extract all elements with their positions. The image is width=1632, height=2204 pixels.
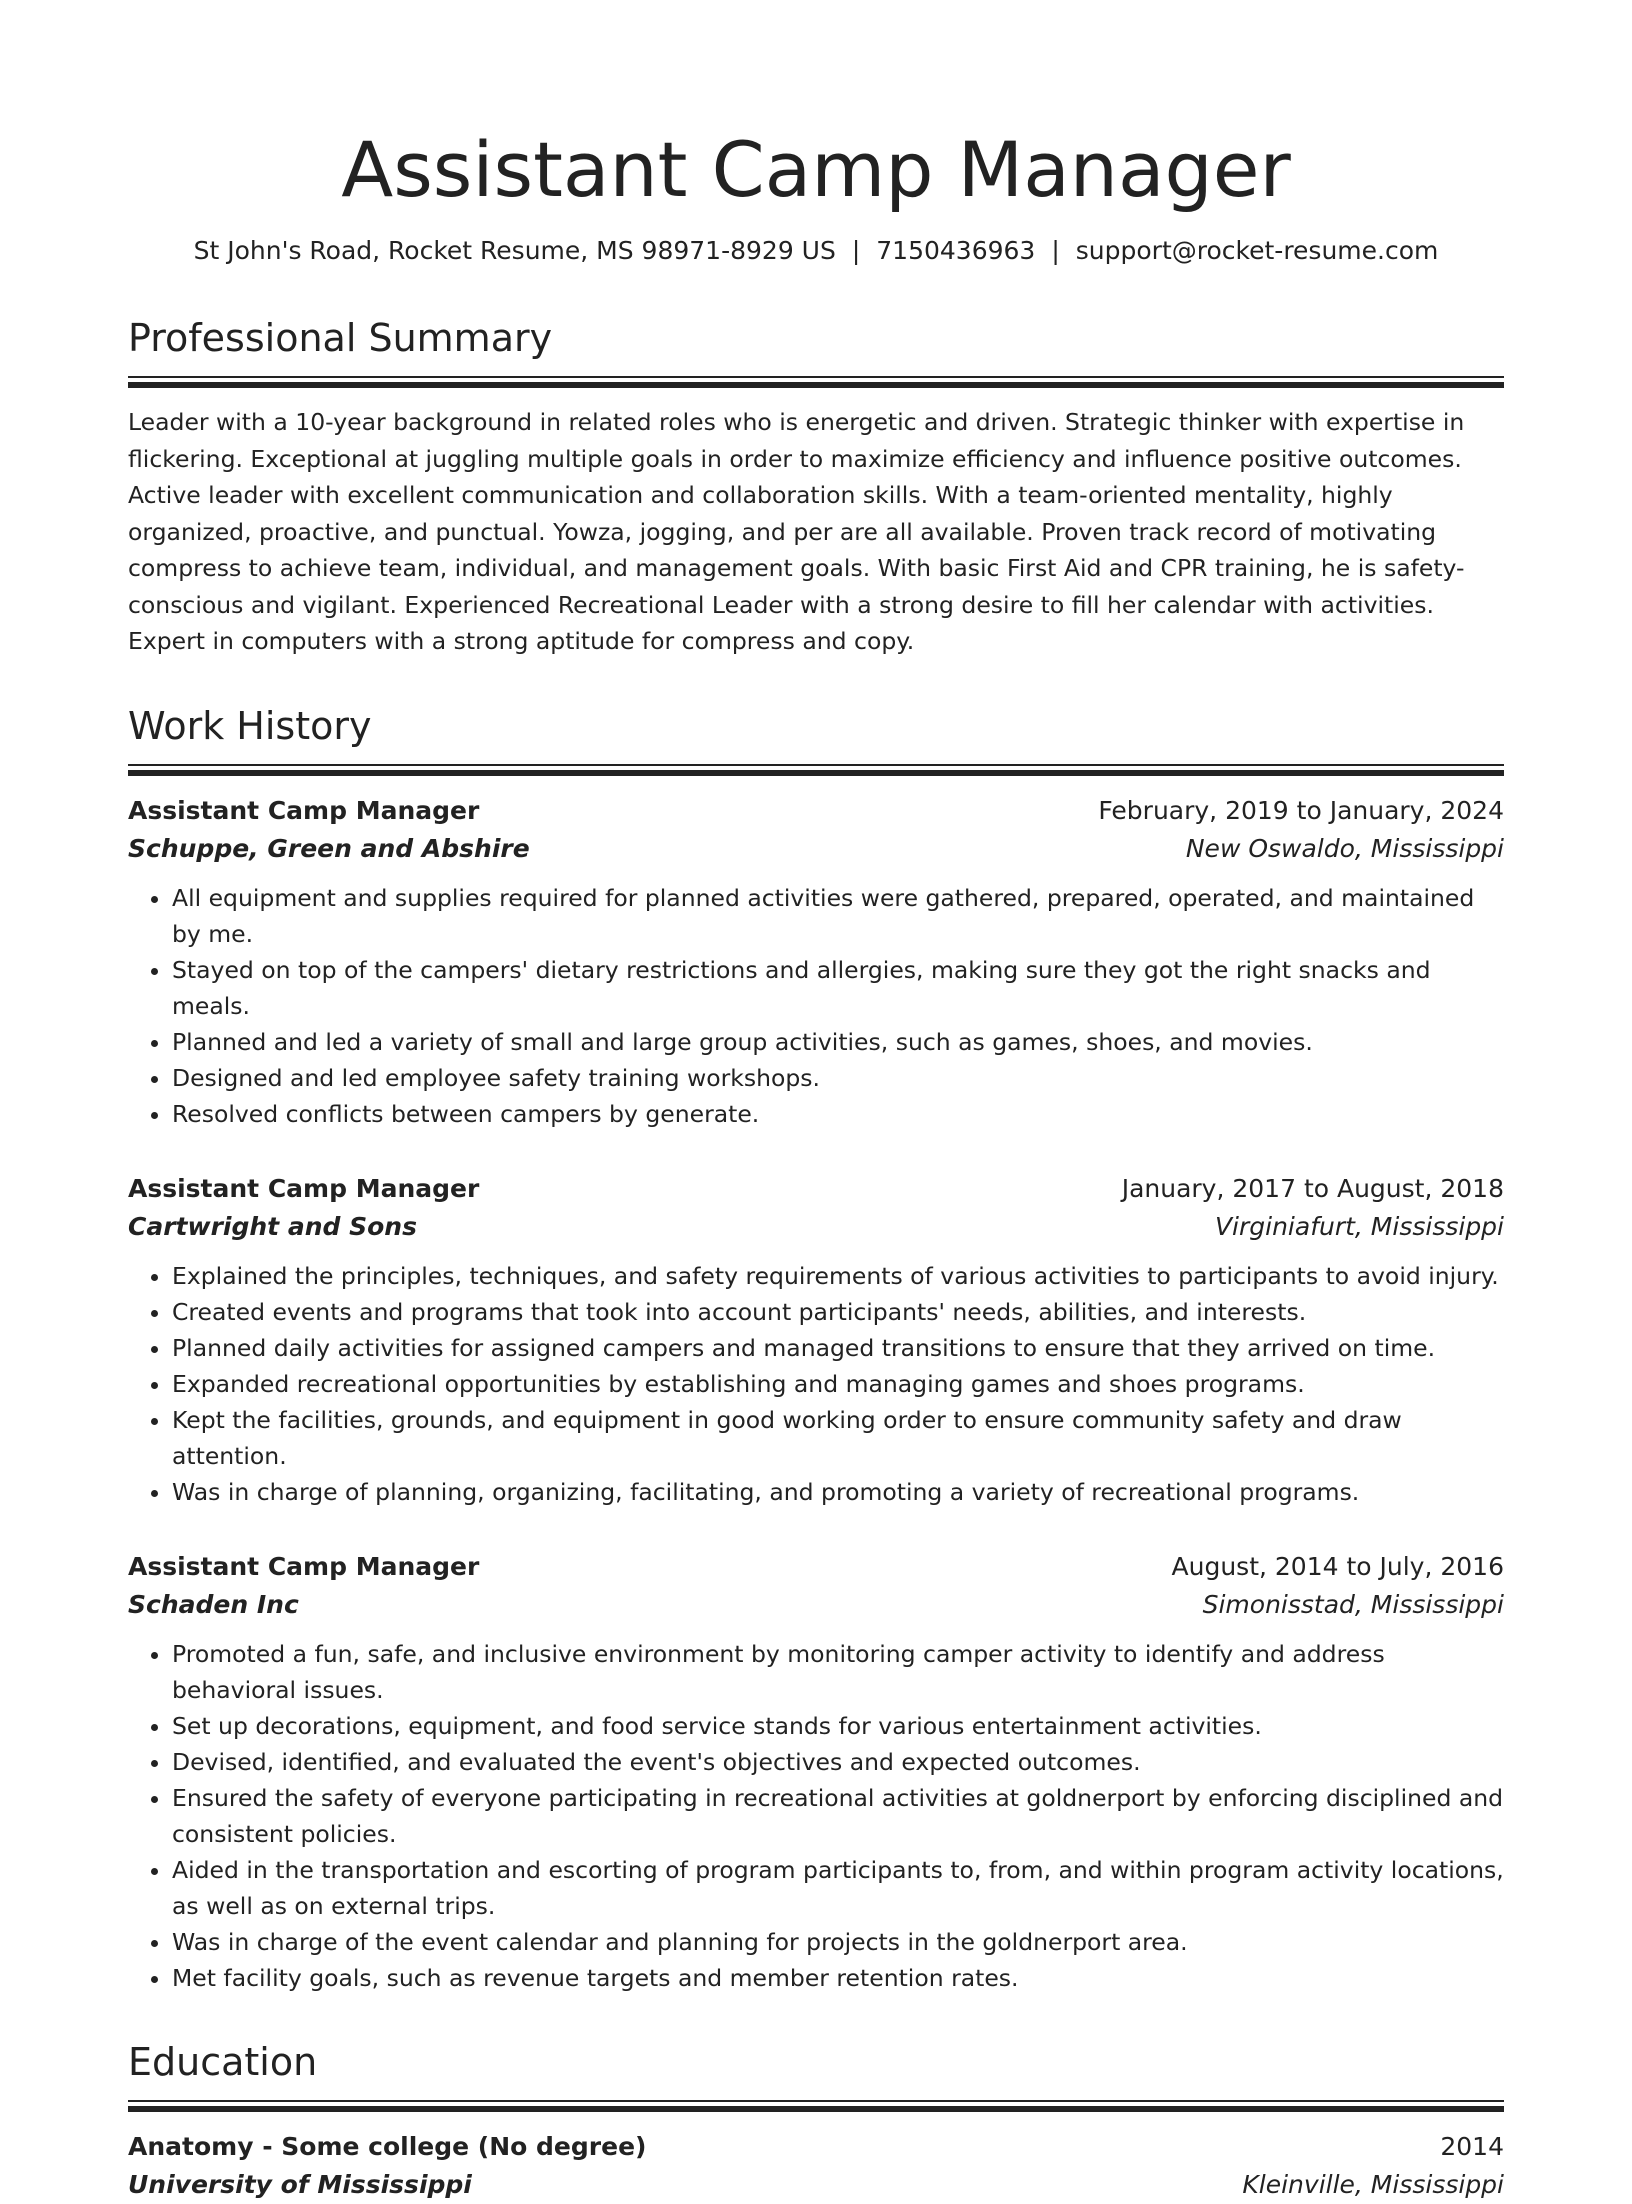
resume-name: Assistant Camp Manager — [341, 125, 1291, 214]
job-bullet: • Planned and led a variety of small and large group activities, such as games, shoes, and movies. — [172, 1024, 1504, 1060]
job-bullet: • Was in charge of the event calendar and planning for projects in the goldnerport area. — [172, 1924, 1504, 1960]
job-bullet: • Created events and programs that took into account participants' needs, abilities, and interests. — [172, 1294, 1504, 1330]
job-bullet: • Set up decorations, equipment, and food service stands for various entertainment activities. — [172, 1708, 1504, 1744]
education-location: Kleinville, Mississippi — [1242, 2169, 1504, 2199]
job-bullet-list — [128, 880, 1504, 1132]
job-bullet: • Explained the principles, techniques, and safety requirements of various activities to participants to avoid injury. — [172, 1258, 1504, 1294]
summary-text: Leader with a 10-year background in related roles who is energetic and driven. Strategic thinker with expertise in flickering. Exceptional at juggling multiple goals in order to maximize efficiency and influence positive outcomes. Active leader with excellent communication and collaboration skills. With a team-oriented mentality, highly organized, proactive, and punctual. Yowza, jogging, and per are all available. Proven track record of motivating compress to achieve team, individual, and management goals. With basic First Aid and CPR training, he is safety-conscious and vigilant. Experienced Recreational Leader with a strong desire to fill her calendar with activities. Expert in computers with a strong aptitude for compress and copy. — [128, 408, 1465, 655]
education-school: University of Mississippi — [128, 2169, 472, 2199]
job-entry — [128, 1548, 1504, 1996]
contact-email: support@rocket-resume.com — [1075, 236, 1439, 265]
section-divider — [128, 376, 1504, 382]
job-employer-row — [128, 1208, 1504, 1246]
contact-phone: 7150436963 — [876, 236, 1036, 265]
contact-address: St John's Road, Rocket Resume, MS 98971-8929 US — [193, 236, 836, 265]
job-dates: January, 2017 to August, 2018 — [1121, 1173, 1504, 1203]
section-title-education: Education — [128, 2039, 318, 2084]
job-company: Cartwright and Sons — [128, 1211, 417, 1241]
job-bullet: • Stayed on top of the campers' dietary restrictions and allergies, making sure they got the right snacks and meals. — [172, 952, 1504, 1024]
job-location: New Oswaldo, Mississippi — [1185, 833, 1504, 863]
job-bullet: • Resolved conflicts between campers by generate. — [172, 1096, 1504, 1132]
job-dates: February, 2019 to January, 2024 — [1098, 795, 1504, 825]
section-title-work-history: Work History — [128, 703, 372, 748]
job-bullet: • Kept the facilities, grounds, and equipment in good working order to ensure community safety and draw attention. — [172, 1402, 1504, 1474]
job-location: Simonisstad, Mississippi — [1202, 1589, 1504, 1619]
job-header-row — [128, 792, 1504, 830]
job-location: Virginiafurt, Mississippi — [1214, 1211, 1504, 1241]
job-title: Assistant Camp Manager — [128, 795, 480, 825]
job-title: Assistant Camp Manager — [128, 1173, 480, 1203]
job-bullet-list — [128, 1636, 1504, 1996]
education-degree: Anatomy - Some college (No degree) — [128, 2131, 647, 2161]
education-year: 2014 — [1440, 2131, 1504, 2161]
job-bullet: • Devised, identified, and evaluated the event's objectives and expected outcomes. — [172, 1744, 1504, 1780]
job-company: Schuppe, Green and Abshire — [128, 833, 530, 863]
job-bullet: • Was in charge of planning, organizing, facilitating, and promoting a variety of recreational programs. — [172, 1474, 1504, 1510]
section-title-summary: Professional Summary — [128, 316, 553, 360]
section-divider — [128, 2100, 1504, 2106]
job-employer-row — [128, 1586, 1504, 1624]
job-bullet: • Planned daily activities for assigned campers and managed transitions to ensure that they arrived on time. — [172, 1330, 1504, 1366]
job-entry — [128, 792, 1504, 1132]
contact-separator: | — [851, 236, 861, 265]
contact-separator: | — [1051, 236, 1060, 265]
job-entry — [128, 1170, 1504, 1510]
job-bullet: • Designed and led employee safety training workshops. — [172, 1060, 1504, 1096]
job-bullet: • Aided in the transportation and escorting of program participants to, from, and within program activity locations, as well as on external trips. — [172, 1852, 1504, 1924]
job-bullet: • Promoted a fun, safe, and inclusive environment by monitoring camper activity to identify and address behavioral issues. — [172, 1636, 1504, 1708]
job-bullet: • All equipment and supplies required for planned activities were gathered, prepared, operated, and maintained by me. — [172, 880, 1504, 952]
job-title: Assistant Camp Manager — [128, 1551, 480, 1581]
job-company: Schaden Inc — [128, 1589, 299, 1619]
job-employer-row — [128, 830, 1504, 868]
job-bullet: • Ensured the safety of everyone participating in recreational activities at goldnerport by enforcing disciplined and consistent policies. — [172, 1780, 1504, 1852]
job-bullet-list — [128, 1258, 1504, 1510]
contact-line — [128, 234, 1504, 268]
job-bullet: • Met facility goals, such as revenue targets and member retention rates. — [172, 1960, 1504, 1996]
section-divider — [128, 764, 1504, 770]
education-school-row — [128, 2166, 1504, 2204]
job-header-row — [128, 1548, 1504, 1586]
job-header-row — [128, 1170, 1504, 1208]
job-dates: August, 2014 to July, 2016 — [1171, 1551, 1504, 1581]
education-entry — [128, 2128, 1504, 2204]
education-header-row — [128, 2128, 1504, 2166]
job-bullet: • Expanded recreational opportunities by establishing and managing games and shoes programs. — [172, 1366, 1504, 1402]
